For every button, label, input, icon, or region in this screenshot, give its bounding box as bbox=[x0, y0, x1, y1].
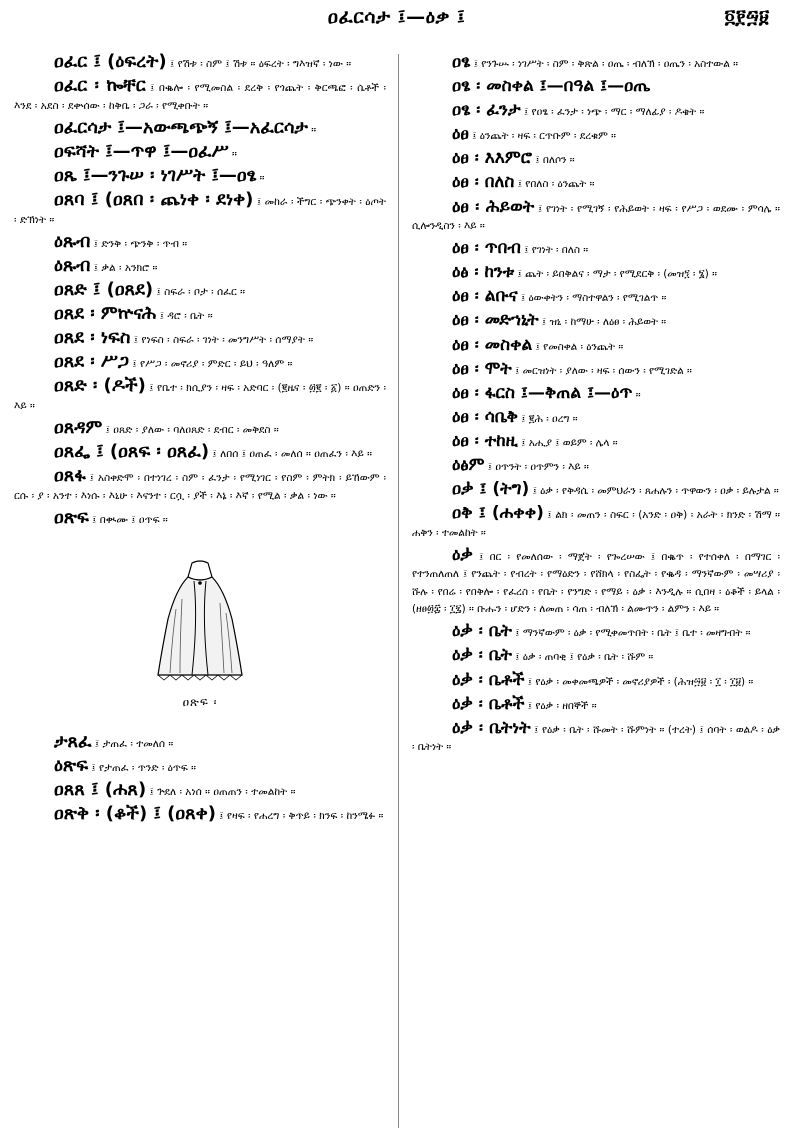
entry-headword: ዕፀ ፡ እእምሮ bbox=[452, 148, 533, 169]
entry-definition: ፤ የታጠፈ ፡ ጥንድ ፡ ዕጥፍ ። bbox=[87, 762, 197, 774]
dictionary-entry bbox=[14, 508, 386, 529]
entry-definition: ፤ ዕቃ ፡ ጠባቂ ፤ የዕቃ ፡ ቤት ፡ ሹም ። bbox=[511, 651, 654, 664]
dictionary-entry bbox=[14, 118, 386, 139]
entry-headword: ዐጸደ ፡ ነፍስ bbox=[54, 327, 131, 348]
entry-definition: ። bbox=[307, 124, 317, 136]
entry-headword: ዐጸፌ ፤ (ዐጸፍ ፡ ዐጸፈ) bbox=[54, 441, 210, 462]
entry-definition: ፤ በለሶን ። bbox=[532, 154, 575, 167]
entry-headword: ታጸፈ bbox=[54, 731, 92, 752]
dictionary-entry bbox=[14, 756, 386, 777]
entry-definition: ፤ ታጠፈ ፡ ተመለሰ ። bbox=[91, 738, 174, 750]
dictionary-entry bbox=[412, 455, 780, 477]
entry-headword: ዐጸጸ ፤ (ሐጸ) bbox=[54, 779, 147, 800]
entry-definition: ፤ የገነት ፡ የሚገኝ ፡ የሕይወት ፡ ዛፍ ፡ የሥጋ ፡ ወደሙ ፡ ምሳሌ ። ሲሎንዲስን ፡ እይ ። bbox=[412, 202, 780, 233]
page-number: ፬፻፵፱ bbox=[724, 6, 769, 28]
entry-definition: ፤ የቤተ ፡ ክሲያን ፡ ዛፍ ፡ አድባር ፡ (፪ዜና ፡ ፴፪ ፡ ፩) ። ዐጠድን ፡ እይ ። bbox=[14, 382, 386, 412]
dictionary-entry bbox=[412, 479, 780, 501]
entry-definition: ፤ ፪ሕ ፡ ዐረግ ። bbox=[517, 412, 578, 425]
entry-definition: ። bbox=[256, 172, 265, 184]
dictionary-entry bbox=[14, 804, 386, 825]
dictionary-entry bbox=[412, 286, 780, 308]
entry-definition: ። bbox=[632, 388, 641, 401]
dictionary-entry bbox=[412, 76, 780, 98]
entry-definition: ፤ ስፍራ ፡ ቦታ ፡ ሰፈር ። bbox=[153, 286, 246, 298]
entry-definition: ፤ የነፍስ ፡ ስፍራ ፡ ገነት ፡ መንግሥት ፡ ሰማያት ። bbox=[130, 334, 314, 346]
column-rule bbox=[398, 54, 399, 1128]
dictionary-entry bbox=[412, 124, 780, 146]
dictionary-entry bbox=[412, 431, 780, 453]
dictionary-entry bbox=[14, 76, 386, 115]
entry-definition: ፤ የሽቱ ፡ ስም ፤ ሽቱ ። ዕፍረት ፡ ግእዝኛ ፡ ነው ። bbox=[166, 58, 352, 70]
entry-headword: ዐጸባ ፤ (ዐጸበ ፡ ጨነቀ ፡ ደነቀ) bbox=[54, 189, 254, 210]
entry-definition: ፤ ዕንጨት ፡ ዛፍ ፡ ርጥቡም ፡ ደረቁም ። bbox=[468, 130, 616, 143]
entry-headword: ዐጸዳም bbox=[54, 417, 103, 438]
dictionary-entry bbox=[412, 670, 780, 692]
entry-definition: ፤ የዕቃ ፡ ዘበኞች ። bbox=[524, 699, 597, 712]
dictionary-entry bbox=[14, 304, 386, 325]
dictionary-entry bbox=[14, 466, 386, 505]
entry-headword: ዕጹብ bbox=[54, 231, 91, 252]
entry-definition: ፤ ዐጥንት ፡ ዐጥምን ፡ እይ ። bbox=[484, 461, 589, 473]
entry-headword: ዕፅ ፡ ከንቱ bbox=[452, 262, 515, 283]
right-column bbox=[412, 52, 780, 1132]
entry-headword: ዕፀ ፡ መድኀኒት bbox=[452, 310, 539, 331]
dictionary-entry bbox=[14, 376, 386, 415]
entry-headword: ዐቃ ፤ (ትግ) bbox=[452, 479, 530, 500]
entry-definition: ፤ ዳሮ ፡ ቤት ። bbox=[156, 310, 213, 322]
dictionary-entry bbox=[412, 52, 780, 74]
dictionary-entry bbox=[14, 352, 386, 373]
entry-definition: ፤ ልክ ፡ መጠን ፡ ስፍር ፡ (አንድ ፡ ዐቅ) ፡ አራት ፡ ክንድ ፡ ሽማ ። ሐቅን ፡ ተመልከት ። bbox=[412, 509, 780, 539]
entry-definition: ፤ አስቀድሞ ፡ በተነገረ ፡ ስም ፡ ፈንታ ፡ የሚነገር ፡ የስም ፡ ምትክ ፡ ይኸውም ፡ ርሱ ፡ ያ ፡ አንተ ፡ እነሱ ፡ እኒሁ ፡ እናንተ ፡ ርሷ ፡ ያች ፡ እኔ ፡ እኛ ፡ የሚል ፡ ቃል ፡ ነው ። bbox=[14, 472, 386, 502]
entry-definition: ፤ ዕውቀትን ፡ ማስተዋልን ፡ የሚገልጥ ። bbox=[517, 292, 667, 305]
entry-headword: ዐጼ ፤—ንጉሠ ፡ ነገሥት ፤—ዐፄ bbox=[54, 165, 257, 186]
dictionary-entry bbox=[14, 52, 386, 73]
figure-caption: ዐጽፍ ፡ bbox=[182, 695, 218, 709]
entry-headword: ዐፈርሳታ ፤—አውጫጭኝ ፤—አፈርሳታ bbox=[54, 117, 308, 138]
dictionary-entry bbox=[412, 694, 780, 716]
dictionary-entry bbox=[412, 503, 780, 542]
entry-headword: ዐጸደ ፡ ምኵናሕ bbox=[54, 303, 157, 324]
entry-headword: ዕቃ ፡ ቤት bbox=[452, 645, 512, 666]
entry-headword: ዕጽፍ bbox=[54, 755, 88, 776]
entry-headword: ዕፀ ፡ ፋርስ ፤—ቅጠል ፤—ዕጥ bbox=[452, 382, 633, 403]
dictionary-entry bbox=[412, 718, 780, 757]
entry-definition: ፤ በቊሙ ፤ ዐጥፍ ። bbox=[88, 514, 168, 526]
dictionary-entry bbox=[412, 359, 780, 381]
entry-headword: ዕፅም bbox=[452, 455, 485, 475]
dictionary-entry bbox=[14, 732, 386, 753]
entry-headword: ዕቃ ፡ ቤት bbox=[452, 621, 512, 642]
dictionary-entry bbox=[14, 142, 386, 163]
left-column bbox=[14, 52, 386, 1132]
entry-definition: ፤ የመስቀል ፡ ዕንጨት ። bbox=[532, 340, 624, 353]
entry-headword: ዕፀ ፡ ተከዚ bbox=[452, 430, 518, 451]
page-header bbox=[0, 0, 793, 40]
dictionary-entry bbox=[412, 383, 780, 405]
dictionary-entry bbox=[412, 335, 780, 357]
entry-definition: ፤ የገነት ፡ በለስ ። bbox=[520, 244, 589, 257]
entry-definition: ፤ መርዝነት ፡ ያለው ፡ ዛፍ ፡ ሰውን ፡ የሚገድል ። bbox=[511, 364, 692, 377]
entry-definition: ፤ የሥጋ ፡ መኖሪያ ፡ ምድር ፡ ይህ ፡ ዓለም ። bbox=[129, 358, 293, 370]
dictionary-entry bbox=[412, 262, 780, 284]
entry-definition: ፤ ለበሰ ፤ ዐጠፈ ፡ መለሰ ። ዐጠፈን ፡ እይ ። bbox=[209, 448, 373, 460]
entry-definition: ፤ የዐፄ ፡ ፈንታ ፡ ነጭ ፡ ማር ፡ ማለፊያ ፡ ዶቄት ። bbox=[520, 106, 705, 119]
entry-headword: ዐፍሻት ፤—ጥዋ ፤—ዐፈሥ bbox=[54, 141, 229, 162]
entry-definition: ፤ አሒያ ፤ ወይም ፡ ሌላ ። bbox=[517, 436, 618, 449]
dictionary-entry bbox=[412, 197, 780, 236]
entry-definition: ፤ ጕደለ ፡ አነሰ ። ዐጠጠን ፡ ተመልከት ። bbox=[146, 786, 296, 798]
entry-headword: ዐፈር ፤ (ዕፍረት) bbox=[54, 52, 167, 72]
entry-definition: ፤ ድንቅ ፡ ጭንቅ ፡ ጥብ ። bbox=[90, 238, 188, 250]
dictionary-entry bbox=[412, 100, 780, 122]
dictionary-entry bbox=[14, 442, 386, 463]
entry-definition: ። bbox=[228, 148, 237, 160]
entry-headword: ዐጽቅ ፡ (ቆች) ፤ (ዐጸቀ) bbox=[54, 803, 216, 824]
entry-definition: ፤ ቃል ፡ አንክሮ ። bbox=[90, 262, 158, 274]
entry-headword: ዕፀ ፡ ጥበብ bbox=[452, 238, 521, 259]
entry-definition: ፤ ዐጸድ ፡ ያለው ፡ ባለዐጸድ ፡ ደብር ፡ መቅደስ ። bbox=[102, 424, 279, 436]
dictionary-entry bbox=[412, 172, 780, 194]
entry-headword: ዕፀ ፡ ሕይወት bbox=[452, 196, 535, 217]
entry-definition: ፤ የዕቃ ፡ መቀመጫዎች ፡ መኖሪያዎች ፡ (ሕዝ፵፱ ፡ ፲ ፡ ፲፱) ። bbox=[524, 675, 754, 688]
dictionary-entry bbox=[14, 780, 386, 801]
entry-definition: ፤ የዛፍ ፡ የሐረግ ፡ ቅጥይ ፡ ክንፍ ፡ ከንሜፉ ። bbox=[215, 810, 384, 822]
entry-definition: ፤ የንጉሡ ፡ ነገሥት ፡ ስም ፡ ቅጽል ፡ ዐጤ ፡ ብለኽ ፡ ዐጤን ፡ አስተውል ። bbox=[470, 58, 738, 70]
dictionary-entry bbox=[14, 328, 386, 349]
entry-headword: ዐጸደ ፡ ሥጋ bbox=[54, 351, 130, 372]
entry-headword: ዕፀ ፡ ልቡና bbox=[452, 286, 518, 307]
entry-headword: ዕቃ ፡ ቤቶች bbox=[452, 669, 525, 690]
running-head: ዐፈርሳታ ፤—ዕቃ ፤ bbox=[327, 6, 466, 28]
dictionary-entry bbox=[412, 621, 780, 643]
dictionary-entry bbox=[412, 407, 780, 429]
entry-definition: ፤ መከራ ፡ ችግር ፡ ጭንቀት ፡ ዕጦት ፡ ድኽነት ። bbox=[14, 196, 386, 226]
entry-headword: ዕቃ ፡ ቤቶች bbox=[452, 693, 525, 714]
cloak-illustration bbox=[154, 559, 246, 681]
entry-headword: ዕቃ bbox=[452, 544, 473, 565]
entry-headword: ዐጸድ ፡ (ዶች) bbox=[54, 375, 146, 396]
entry-headword: ዐፈር ፡ ኰቸር bbox=[54, 75, 146, 96]
entry-headword: ዕጹብ bbox=[54, 255, 91, 276]
entry-headword: ዐጸድ ፤ (ዐጸደ) bbox=[54, 279, 154, 300]
figure-cloak bbox=[14, 559, 386, 710]
dictionary-entry bbox=[412, 238, 780, 260]
entry-definition: ፤ በቈሎ ፡ የሚመስል ፡ ደረቅ ፡ የጎጨት ፡ ቅርጫፎ ፡ ሴቶች ፡ እንደ ፡ አደስ ፡ ደቍሰው ፡ ከቅቤ ፡ ጋራ ፡ የሚቀቡት ። bbox=[14, 82, 386, 112]
entry-definition: ፤ የዕቃ ፡ ቤት ፡ ሹመት ፡ ሹምነት ። (ተረት) ፤ ሰባት ፡ ወልዶ ፡ ዕቃ ፡ ቤትነት ። bbox=[412, 723, 780, 754]
entry-headword: ዕፀ ፡ በለስ bbox=[452, 172, 515, 193]
dictionary-entry bbox=[14, 418, 386, 439]
dictionary-entry bbox=[412, 545, 780, 619]
entry-headword: ዐቅ ፤ (ሐቀቀ) bbox=[452, 503, 544, 524]
entry-headword: ዕቃ ፡ ቤትነት bbox=[452, 717, 531, 738]
dictionary-entry bbox=[14, 190, 386, 229]
dictionary-entry bbox=[14, 256, 386, 277]
entry-definition: ፤ ዝኒ ፡ ከማሁ ፡ ለዕፀ ፡ ሕይወት ። bbox=[538, 316, 667, 329]
entry-headword: ዐጽፍ bbox=[54, 507, 89, 528]
dictionary-entry bbox=[412, 645, 780, 667]
entry-definition: ፤ ዕቃ ፡ የቅዳሴ ፡ መምህራን ፡ ጸሐሉን ፡ ጥዋውን ፡ ዐቃ ፡ ይሉታል ። bbox=[529, 485, 779, 498]
dictionary-entry bbox=[14, 166, 386, 187]
entry-definition: ፤ ማንኛውም ፡ ዕቃ ፡ የሚቀመጥበት ፡ ቤት ፤ ቤተ ፡ መዛግብት ። bbox=[511, 627, 751, 640]
dictionary-entry bbox=[14, 232, 386, 253]
dictionary-entry bbox=[412, 310, 780, 332]
entry-definition: ፤ በር ፡ የመለሰው ፡ ማጀት ፡ የጐረሠው ፤ በቈጥ ፡ የተሰቀለ ፡ በማገር ፡ የተንጠለጠለ ፤ የንጨት ፡ የብረት ፡ የማዕድን ፡ የሸክላ ፡ የስፌት ፡ የቈዳ ፡ ማንኛውም ፡ መሣሪያ ፡ ሹሉ ፡ የበሬ ፡ የበቅሎ ፡ የፈረስ ፡ የቤት ፡ የንግድ ፡ የማይ ፡ ዕቃ ፡ እንዲሉ ። ሲበዛ ፡ ዕቆች ፡ ይላል ፡ (ዘፀ፴፰ ፡ ፲፯) ። ቡሑን ፡ ሆድን ፡ ለመጠ ፡ ሳጠ ፡ ብለኽ ፡ ልሙጥን ፡ ልምን ፡ እይ ። bbox=[412, 550, 780, 616]
dictionary-entry bbox=[412, 148, 780, 170]
entry-headword: ዐፄ ፡ መስቀል ፤—በዓል ፤—ዐጤ bbox=[452, 76, 651, 97]
entry-headword: ዐጸፋ bbox=[54, 465, 86, 486]
entry-headword: ዕፀ ፡ ሞት bbox=[452, 358, 512, 379]
dictionary-entry bbox=[14, 280, 386, 301]
entry-headword: ዐፄ ፡ ፈንታ bbox=[452, 100, 521, 121]
entry-definition: ፤ የበለስ ፡ ዕንጨት ። bbox=[514, 178, 595, 191]
entry-definition: ፤ ጨት ፡ ይበቅልና ፡ ማታ ፡ የሚደርቅ ፡ (መዝ፺ ፡ ፮) ። bbox=[514, 268, 717, 281]
entry-headword: ዕፀ ፡ መስቀል bbox=[452, 334, 533, 355]
entry-headword: ዕፀ bbox=[452, 124, 469, 145]
entry-headword: ዕፀ ፡ ሳቤቅ bbox=[452, 406, 518, 427]
entry-headword: ዐፄ bbox=[452, 52, 471, 72]
